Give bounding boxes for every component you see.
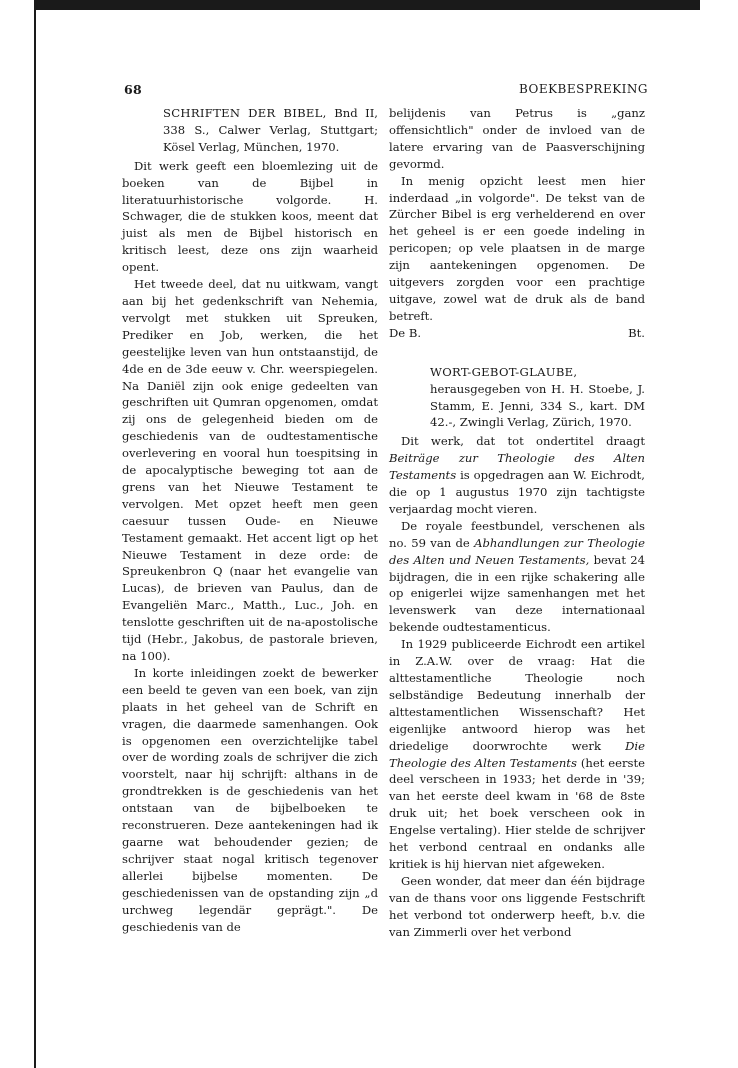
book-entry-heading [430, 364, 645, 432]
reviewer-code: Bt. [628, 325, 645, 340]
cited-title: Die Theologie des Alten Testaments [389, 738, 645, 770]
paragraph: In korte inleidingen zoekt de bewerker een beeld te geven van een boek, van zijn plaats in het geheel van de Schrift en vragen, die daarmede samenhangen. Ook is opgenomen een overzichtelijke tabel over de wording zoals de schrijver die zich voorstelt, naar hij schrijft: althans in de grondtrekken is de geschiedenis van het ontstaan van de bijbelboeken te reconstrueren. Deze aantekeningen had ik gaarne wat behoudender gezien; de schrijver staat nogal kritisch tegenover allerlei bijbelse momenten. De geschiedenissen van de opstanding zijn „d urchweg legendär geprägt.". De geschiedenis van de [122, 665, 378, 934]
book-entry-title: WORT-GEBOT-GLAUBE, [430, 364, 578, 379]
paragraph: Dit werk, dat tot ondertitel draagt Beiträge zur Theologie des Alten Testaments is opgedragen aan W. Eichrodt, die op 1 augustus 1970 zijn tachtigste verjaardag mocht vieren. [389, 434, 645, 516]
scan-top-border [34, 0, 700, 10]
right-column [389, 105, 645, 941]
book-entry-details: herausgegeben von H. H. Stoebe, J. Stamm, E. Jenni, 334 S., kart. DM 42.-, Zwingli Verlag, Zürich, 1970. [430, 381, 645, 430]
review-signature [389, 325, 645, 342]
paragraph: In menig opzicht leest men hier inderdaad „in volgorde". De tekst van de Zürcher Bibel is erg verhelderend en over het geheel is er een goede indeling in pericopen; op vele plaatsen in de marge zijn aantekeningen opgenomen. De uitgevers zorgden voor een prachtige uitgave, zowel wat de druk als de band betreft. [389, 173, 645, 323]
paragraph: Geen wonder, dat meer dan één bijdrage van de thans voor ons liggende Festschrift het verbond tot onderwerp heeft, b.v. die van Zimmerli over het verbond [389, 873, 645, 939]
scan-left-border [34, 0, 36, 1068]
cited-title: Abhandlungen zur Theologie des Alten und Neuen Testaments, [389, 535, 645, 567]
paragraph-continuation: belijdenis van Petrus is „ganz offensichtlich" onder de invloed van de latere ervaring van de Paasverschijning gevormd. [389, 106, 645, 171]
paragraph: Dit werk geeft een bloemlezing uit de boeken van de Bijbel in literatuurhistorische volgorde. H. Schwager, die de stukken koos, meent dat juist als men de Bijbel historisch en kritisch leest, deze ons zijn waarheid opent. [122, 158, 378, 275]
book-entry-title: SCHRIFTEN DER BIBEL, [163, 106, 327, 120]
paragraph: Het tweede deel, dat nu uitkwam, vangt aan bij het gedenkschrift van Nehemia, vervolgt met stukken uit Spreuken, Prediker en Job, werken, die het geestelijke leven van hun ontstaanstijd, de 4de en de 3de eeuw v. Chr. weerspiegelen. Na Daniël zijn ook enige gedeelten van geschriften uit Qumran opgenomen, omdat zij ons de gelegenheid bieden om de geschiedenis van de oudtestamentische overlevering en vooral hun toespitsing in de apocalyptische beweging tot aan de grens van het Nieuwe Testament te vervolgen. Met opzet heeft men geen caesuur tussen Oude- en Nieuwe Testament gemaakt. Het accent ligt op het Nieuwe Testament in deze orde: de Spreukenbron Q (naar het evangelie van Lucas), de brieven van Paulus, dan de Evangeliën Marc., Matth., Luc., Joh. en tenslotte geschriften uit de na-apostolische tijd (Hebr., Jakobus, de pastorale brieven, na 100). [122, 277, 378, 663]
left-column [122, 105, 378, 935]
paragraph: In 1929 publiceerde Eichrodt een artikel in Z.A.W. over de vraag: Hat die alttestamentliche Theologie noch selbständige Bedeutung innerhalb der alttestamentlichen Wissenschaft? Het eigenlijke antwoord hierop was het driedelige doorwrochte werk Die Theologie des Alten Testaments (het eerste deel verscheen in 1933; het derde in '39; van het eerste deel kwam in '68 de 8ste druk uit; het boek verscheen ook in Engelse vertaling). Hier stelde de schrijver het verbond centraal en ondanks alle kritiek is hij hiervan niet afgeweken. [389, 637, 645, 871]
paragraph: De royale feestbundel, verschenen als no. 59 van de Abhandlungen zur Theologie des Alten und Neuen Testaments, bevat 24 bijdragen, die in een rijke schakering alle op enigerlei wijze samenhangen met het levenswerk van deze internationaal bekende oudtestamenticus. [389, 518, 646, 635]
book-entry-details: Bnd II, 338 S., Calwer Verlag, Stuttgart; Kösel Verlag, München, 1970. [163, 106, 378, 154]
reviewer-initials: De B. [389, 325, 422, 340]
page-number: 68 [124, 82, 142, 97]
book-entry-heading [163, 105, 378, 156]
cited-title: Beiträge zur Theologie des Alten Testaments [389, 451, 645, 483]
running-head: BOEKBESPREKING [518, 82, 648, 96]
